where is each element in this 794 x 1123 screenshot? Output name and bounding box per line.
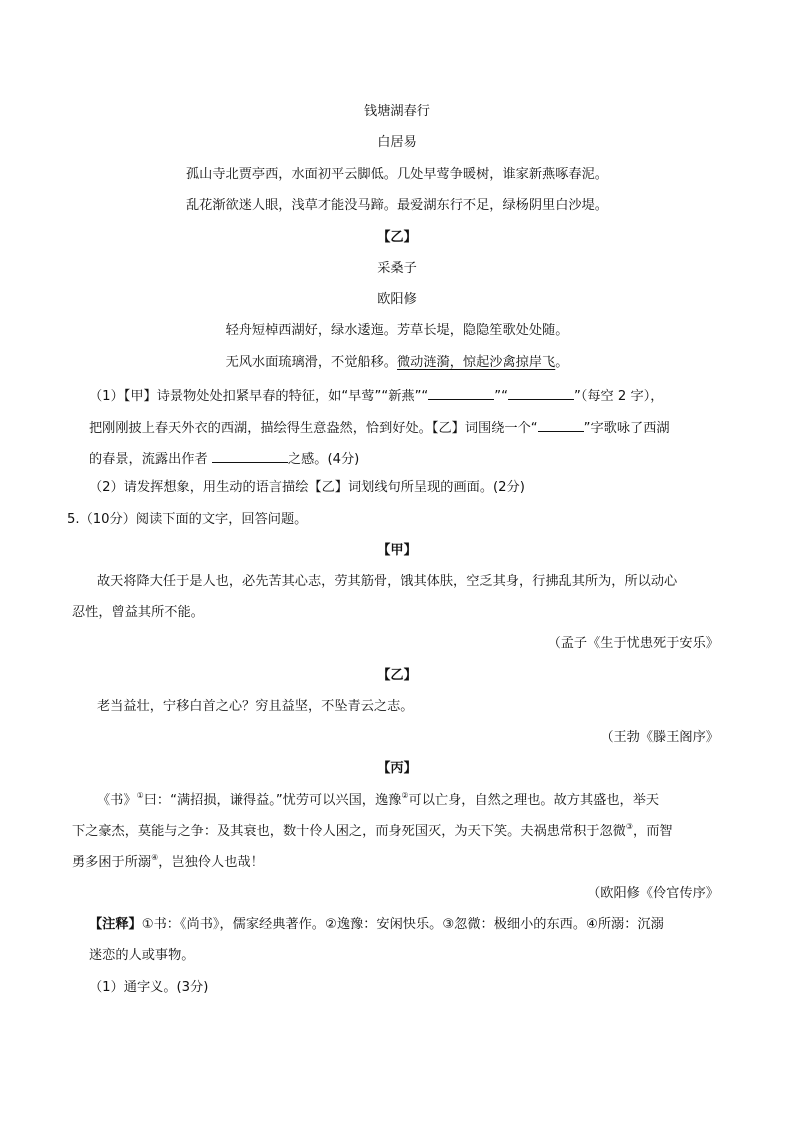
q5-bing-label: 【丙】	[377, 761, 417, 776]
q5-heading: 5.（10分）阅读下面的文字，回答问题。	[67, 512, 308, 527]
notes-text: ①书：《尚书》，儒家经典著作。②逸豫：安闲快乐。③忽微：极细小的东西。④所溺：沉溺	[141, 917, 664, 932]
answer-blank-3[interactable]	[538, 417, 584, 432]
bing-text-1a: 《书》	[97, 793, 137, 808]
bing-text-3b: ，岂独伶人也哉！	[158, 855, 264, 870]
poem2-underlined-phrase: 微动涟漪，惊起沙禽掠岸飞	[397, 355, 556, 370]
q4-text-f: 的春景，流露出作者	[89, 452, 212, 467]
q5-jia-line2: 忍性，曾益其所不能。	[72, 605, 204, 620]
poem2-label: 【乙】	[377, 230, 417, 245]
q4-text-c: ”（每空 2 字），	[573, 389, 664, 404]
q4-part1-line1	[89, 385, 663, 406]
answer-blank-4[interactable]	[212, 448, 288, 463]
poem1-title: 钱塘湖春行	[364, 104, 430, 119]
note-marker-3: ③	[625, 822, 634, 831]
q5-yi-source: （王勃《滕王阁序》	[600, 730, 719, 745]
q4-part2: （2）请发挥想象，用生动的语言描绘【乙】词划线句所呈现的画面。(2分)	[89, 480, 525, 495]
answer-blank-1[interactable]	[428, 385, 494, 400]
notes-label: 【注释】	[89, 917, 142, 932]
q5-notes-line2: 迷恋的人或事物。	[89, 948, 195, 963]
poem2-line2-plain: 无风水面琉璃滑，不觉船移。	[225, 355, 397, 370]
q5-yi-label: 【乙】	[377, 668, 417, 683]
poem2-line2	[0, 354, 794, 372]
answer-blank-2[interactable]	[508, 385, 574, 400]
q4-text-d: 把刚刚披上春天外衣的西湖，描绘得生意盎然，恰到好处。【乙】词围绕一个“	[89, 421, 538, 436]
bing-text-2a: 下之豪杰，莫能与之争：及其衰也，数十伶人困之，而身死国灭，为天下笑。夫祸患常积于忽微	[72, 824, 626, 839]
q5-jia-source: （孟子《生于忧患死于安乐》	[547, 636, 719, 651]
q4-part1-line2	[89, 417, 670, 438]
q5-bing-line3	[72, 854, 264, 872]
note-marker-1: ①	[136, 791, 144, 800]
bing-text-1b: 曰：“满招损，谦得益。”忧劳可以兴国，逸豫	[143, 793, 402, 808]
poem2-title: 采桑子	[377, 261, 417, 276]
q5-bing-source: （欧阳修《伶官传序》	[587, 886, 719, 901]
poem2-line2-end: 。	[555, 355, 569, 370]
q4-text-e: ”字歌咏了西湖	[583, 421, 670, 436]
bing-text-3a: 勇多困于所溺	[72, 855, 152, 870]
poem1-author: 白居易	[377, 135, 417, 150]
q5-jia-label: 【甲】	[377, 543, 417, 558]
q5-notes-line1	[89, 916, 664, 934]
poem1-line2: 乱花渐欲迷人眼，浅草才能没马蹄。最爱湖东行不足，绿杨阴里白沙堤。	[186, 198, 608, 213]
poem2-line1: 轻舟短棹西湖好，绿水逶迤。芳草长堤，隐隐笙歌处处随。	[225, 323, 569, 338]
q4-text-a: （1）【甲】诗景物处处扣紧早春的特征，如“早莺”“新燕”“	[89, 389, 429, 404]
bing-text-1c: 可以亡身，自然之理也。故方其盛也，举天	[408, 793, 660, 808]
poem1-line1: 孤山寺北贾亭西，水面初平云脚低。几处早莺争暖树，谁家新燕啄春泥。	[186, 167, 608, 182]
q4-part1-line3	[89, 448, 359, 469]
q5-yi-line1: 老当益壮，宁移白首之心？穷且益坚，不坠青云之志。	[97, 699, 414, 714]
q5-jia-line1: 故天将降大任于是人也，必先苦其心志，劳其筋骨，饿其体肤，空乏其身，行拂乱其所为，所以动心	[97, 574, 678, 589]
q4-text-g: 之感。(4分)	[287, 452, 360, 467]
note-marker-2: ②	[401, 791, 409, 800]
q5-bing-line2	[72, 823, 673, 841]
q4-text-b: ”“	[494, 389, 508, 404]
q5-sub1: （1）通字义。(3分)	[89, 980, 209, 995]
q5-bing-line1	[97, 792, 659, 810]
poem2-author: 欧阳修	[377, 292, 417, 307]
note-marker-4: ④	[151, 853, 159, 862]
bing-text-2b: ，而智	[633, 824, 673, 839]
